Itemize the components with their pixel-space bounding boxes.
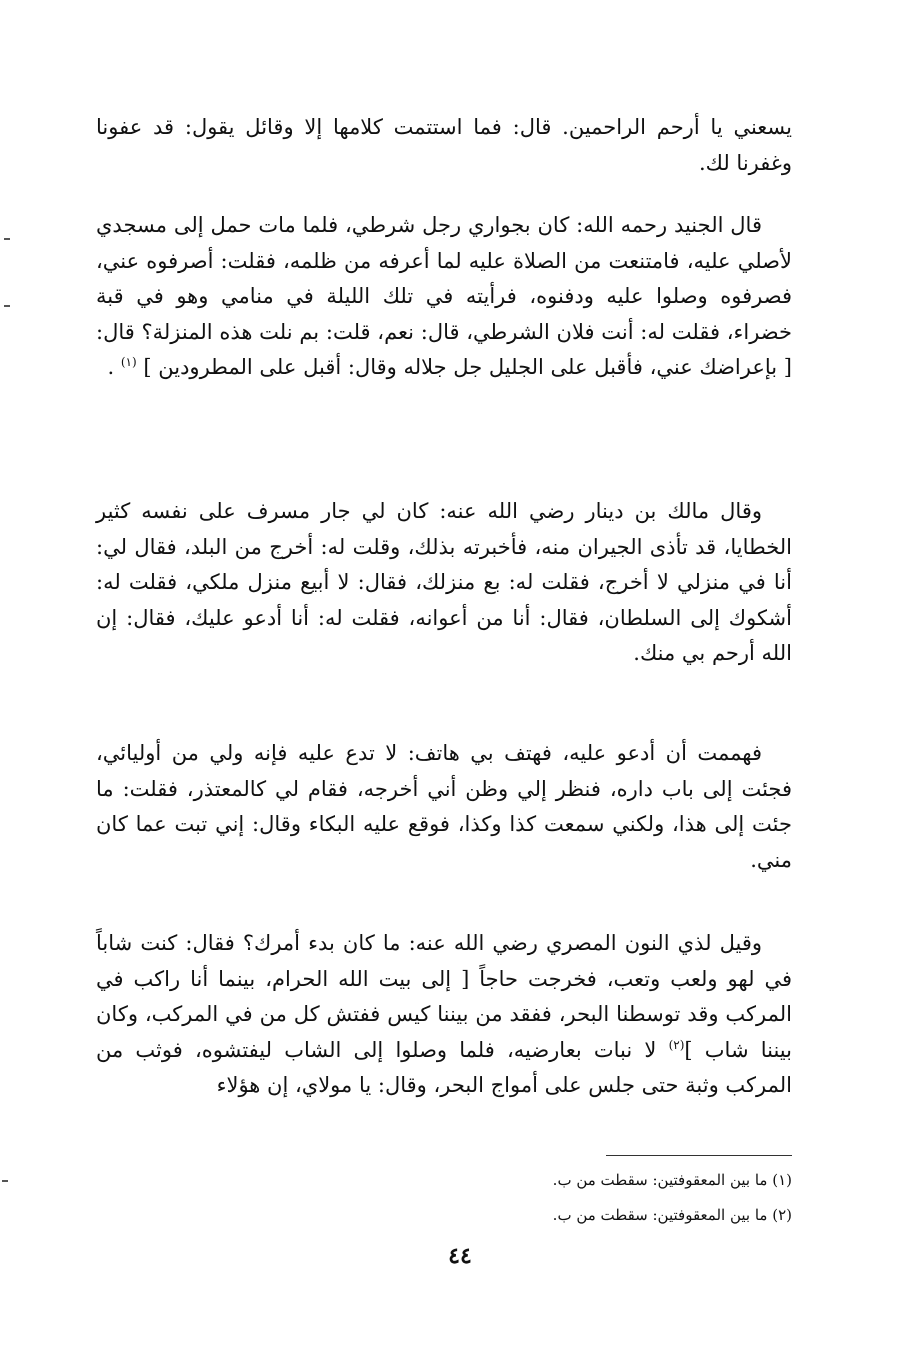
scan-margin-mark bbox=[4, 238, 10, 240]
scan-margin-mark bbox=[4, 305, 10, 307]
footnote-marker-1: (١) bbox=[120, 355, 137, 369]
paragraph-1-text: يسعني يا أرحم الراحمين. قال: فما استتمت كلامها إلا وقائل يقول: قد عفونا وغفرنا لك. bbox=[96, 115, 792, 175]
paragraph-5-continuation: لا نبات بعارضيه، فلما وصلوا إلى الشاب ليفتشوه، فوثب من المركب وثبة حتى جلس على أمواج البحر، وقال: يا مولاي، إن هؤلاء bbox=[96, 1037, 792, 1097]
paragraph-3-text: وقال مالك بن دينار رضي الله عنه: كان لي جار مسرف على نفسه كثير الخطايا، قد تأذى الجيران منه، فأخبرته بذلك، وقلت له: أخرج من البلد، فقال لي: أنا في منزلي لا أخرج، فقلت له: بع منزلك، فقال: لا أبيع منزل ملكي، فقلت له: أشكوك إلى السلطان، فقال: أنا من أعوانه، فقلت له: أنا أدعو عليك، فقال: إن الله أرحم بي منك. bbox=[96, 499, 792, 665]
paragraph-5 bbox=[96, 926, 792, 1104]
paragraph-2-text: قال الجنيد رحمه الله: كان بجواري رجل شرطي، فلما مات حمل إلى مسجدي لأصلي عليه، فامتنعت من الصلاة عليه لما أعرفه من ظلمه، فقلت: أصرفوه عني، فصرفوه وصلوا عليه ودفنوه، فرأيته في تلك الليلة في منامي وهو في قبة خضراء، فقلت له: أنت فلان الشرطي، قال: نعم، قلت: بم نلت هذه المنزلة؟ قال: [ بإعراضك عني، فأقبل على الجليل جل جلاله وقال: أقبل على المطرودين ] bbox=[96, 213, 792, 379]
paragraph-4-text: فهممت أن أدعو عليه، فهتف بي هاتف: لا تدع عليه فإنه ولي من أوليائي، فجئت إلى باب داره، فنظر إلي وظن أني أخرجه، فقام لي كالمعتذر، فقلت: ما جئت إلى هذا، ولكني سمعت كذا وكذا، فوقع عليه البكاء وقال: إني تبت عما كان مني. bbox=[96, 741, 792, 872]
paragraph-2-end: . bbox=[107, 355, 115, 379]
paragraph-1 bbox=[96, 110, 792, 181]
footnote-2: (٢) ما بين المعقوفتين: سقطت من ب. bbox=[552, 1206, 792, 1224]
paragraph-3 bbox=[96, 494, 792, 672]
page-number: ٤٤ bbox=[448, 1243, 472, 1269]
footnote-marker-2: (٢) bbox=[668, 1037, 685, 1052]
paragraph-2 bbox=[96, 208, 792, 386]
paragraph-5-text: وقيل لذي النون المصري رضي الله عنه: ما كان بدء أمرك؟ فقال: كنت شاباً في لهو ولعب وتعب، فخرجت حاجاً [ إلى بيت الله الحرام، بينما أنا راكب في المركب وقد توسطنا البحر، ففقد من بيننا كيس ففتش كل من في المركب، وكان بيننا شاب ] bbox=[96, 931, 792, 1062]
footnote-1: (١) ما بين المعقوفتين: سقطت من ب. bbox=[552, 1171, 792, 1189]
footnote-separator bbox=[606, 1155, 792, 1156]
paragraph-4 bbox=[96, 736, 792, 878]
scan-margin-mark bbox=[2, 1180, 8, 1182]
